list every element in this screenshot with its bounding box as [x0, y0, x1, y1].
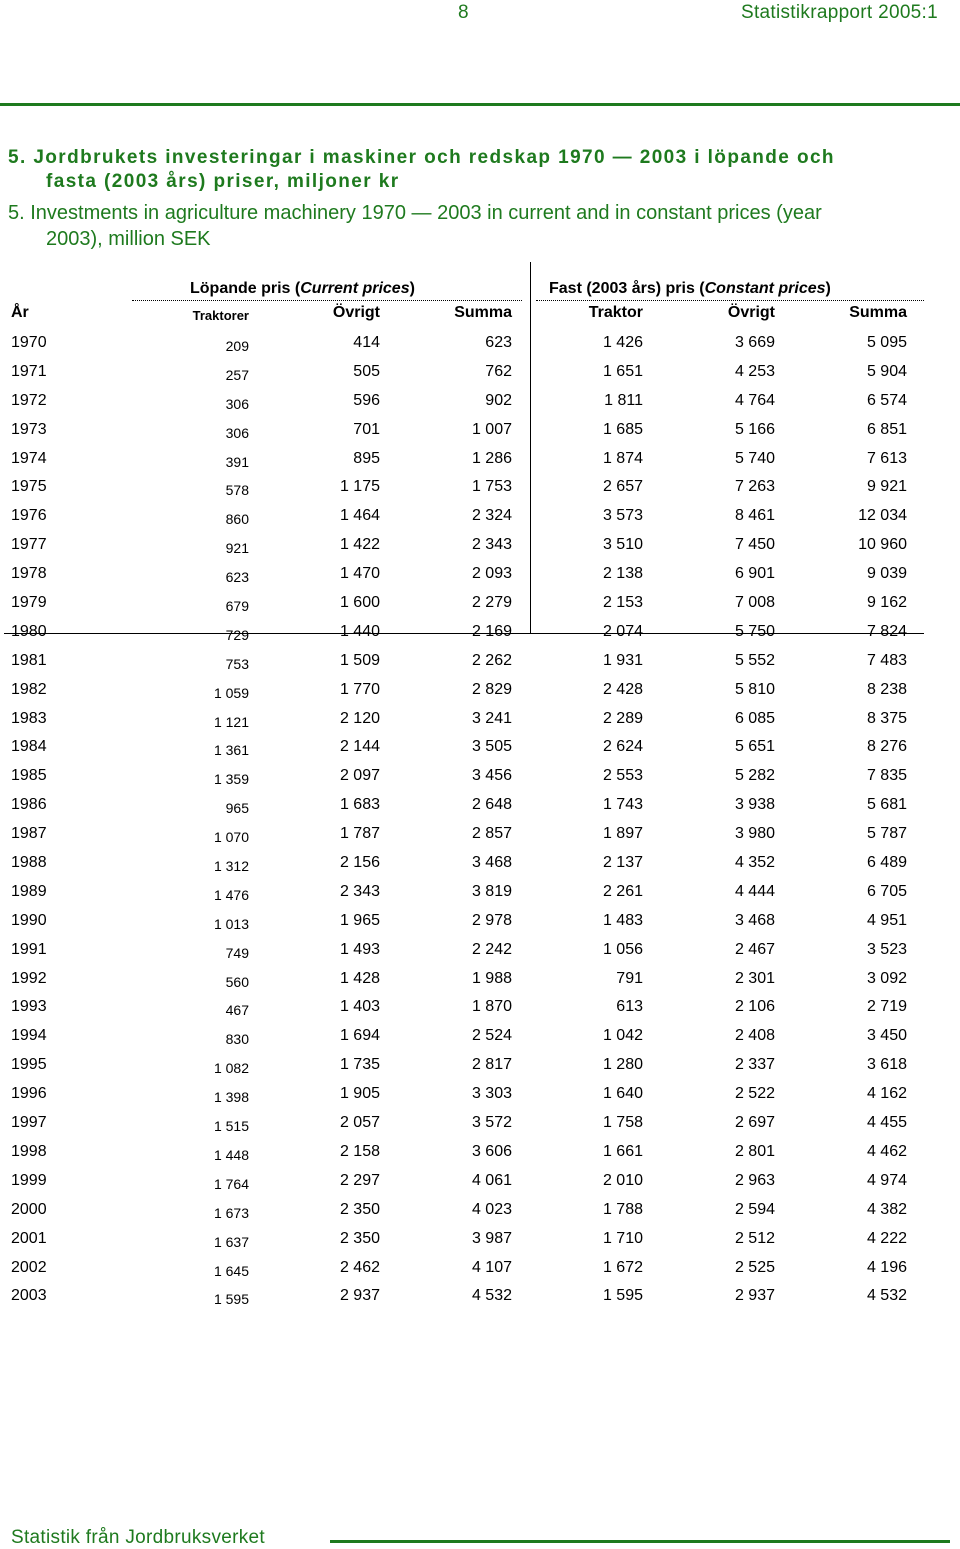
cell-year: 1974 — [11, 449, 47, 467]
table-row — [0, 882, 960, 911]
cell-year: 1972 — [11, 391, 47, 409]
cell-summa-constant: 4 162 — [866, 1085, 907, 1103]
table-row — [0, 911, 960, 940]
cell-year: 1988 — [11, 854, 47, 872]
cell-traktorer: 921 — [225, 540, 249, 557]
cell-summa-constant: 7 824 — [866, 622, 907, 640]
cell-traktor-constant: 1 743 — [602, 796, 643, 814]
cell-ovrigt-constant: 2 106 — [734, 998, 775, 1016]
cell-year: 2002 — [11, 1258, 47, 1276]
cell-ovrigt-constant: 2 525 — [734, 1258, 775, 1276]
cell-summa-constant: 3 450 — [866, 1027, 907, 1045]
cell-traktor-constant: 2 137 — [602, 854, 643, 872]
cell-traktorer: 306 — [225, 424, 249, 441]
cell-summa-constant: 4 382 — [866, 1200, 907, 1218]
cell-ovrigt-constant: 7 263 — [734, 478, 775, 496]
cell-year: 1981 — [11, 651, 47, 669]
cell-traktor-constant: 1 931 — [602, 651, 643, 669]
column-header-ovrigt-current: Övrigt — [332, 304, 380, 321]
cell-traktor-constant: 1 897 — [602, 825, 643, 843]
cell-summa-constant: 4 462 — [866, 1142, 907, 1160]
cell-summa-current: 3 606 — [471, 1142, 512, 1160]
cell-traktorer: 1 312 — [213, 858, 249, 875]
cell-traktor-constant: 1 651 — [602, 362, 643, 380]
table-row — [0, 1142, 960, 1171]
cell-year: 2001 — [11, 1229, 47, 1247]
cell-traktorer: 1 515 — [213, 1118, 249, 1135]
cell-traktorer: 1 082 — [213, 1060, 249, 1077]
cell-summa-constant: 4 951 — [866, 911, 907, 929]
cell-ovrigt-constant: 2 522 — [734, 1085, 775, 1103]
cell-year: 1985 — [11, 767, 47, 785]
cell-year: 1996 — [11, 1085, 47, 1103]
cell-summa-constant: 3 523 — [866, 940, 907, 958]
table-row — [0, 449, 960, 478]
cell-traktor-constant: 791 — [616, 969, 643, 987]
cell-traktorer: 1 645 — [213, 1262, 249, 1279]
title-sv-line2: fasta (2003 års) priser, miljoner kr — [46, 171, 400, 192]
cell-year: 1983 — [11, 709, 47, 727]
cell-year: 1977 — [11, 536, 47, 554]
cell-summa-current: 2 242 — [471, 940, 512, 958]
table-row — [0, 1200, 960, 1229]
cell-ovrigt-current: 1 509 — [339, 651, 380, 669]
cell-ovrigt-constant: 3 980 — [734, 825, 775, 843]
cell-traktor-constant: 2 428 — [602, 680, 643, 698]
cell-traktor-constant: 3 510 — [602, 536, 643, 554]
cell-traktorer: 1 121 — [213, 713, 249, 730]
cell-summa-current: 1 753 — [471, 478, 512, 496]
cell-year: 1999 — [11, 1171, 47, 1189]
cell-traktorer: 257 — [225, 366, 249, 383]
cell-ovrigt-constant: 5 552 — [734, 651, 775, 669]
table-row — [0, 1171, 960, 1200]
cell-ovrigt-current: 1 735 — [339, 1056, 380, 1074]
cell-summa-current: 2 978 — [471, 911, 512, 929]
cell-summa-constant: 4 222 — [866, 1229, 907, 1247]
cell-traktorer: 830 — [225, 1031, 249, 1048]
cell-summa-current: 2 648 — [471, 796, 512, 814]
cell-traktor-constant: 3 573 — [602, 507, 643, 525]
table-row — [0, 940, 960, 969]
cell-ovrigt-constant: 7 450 — [734, 536, 775, 554]
cell-summa-current: 2 343 — [471, 536, 512, 554]
cell-ovrigt-current: 1 905 — [339, 1085, 380, 1103]
cell-traktor-constant: 1 685 — [602, 420, 643, 438]
cell-traktor-constant: 1 280 — [602, 1056, 643, 1074]
cell-ovrigt-constant: 2 467 — [734, 940, 775, 958]
cell-traktorer: 1 359 — [213, 771, 249, 788]
cell-summa-constant: 3 092 — [866, 969, 907, 987]
cell-ovrigt-current: 1 470 — [339, 565, 380, 583]
table-row — [0, 680, 960, 709]
cell-year: 2000 — [11, 1200, 47, 1218]
table-row — [0, 795, 960, 824]
table-row — [0, 477, 960, 506]
cell-year: 1992 — [11, 969, 47, 987]
cell-traktorer: 1 764 — [213, 1175, 249, 1192]
table-row — [0, 1113, 960, 1142]
column-header-summa-constant: Summa — [849, 304, 907, 321]
cell-year: 1998 — [11, 1142, 47, 1160]
cell-summa-current: 1 870 — [471, 998, 512, 1016]
cell-ovrigt-current: 1 493 — [339, 940, 380, 958]
cell-traktorer: 467 — [225, 1002, 249, 1019]
group-underline-current — [132, 300, 522, 301]
cell-ovrigt-current: 1 422 — [339, 536, 380, 554]
cell-traktorer: 306 — [225, 395, 249, 412]
cell-traktor-constant: 1 661 — [602, 1142, 643, 1160]
cell-summa-current: 2 093 — [471, 565, 512, 583]
title-en-line2: 2003), million SEK — [46, 228, 211, 250]
cell-year: 1978 — [11, 565, 47, 583]
cell-ovrigt-current: 1 464 — [339, 507, 380, 525]
cell-traktor-constant: 2 153 — [602, 594, 643, 612]
cell-ovrigt-constant: 5 750 — [734, 622, 775, 640]
column-header-year: År — [11, 304, 29, 321]
cell-year: 1984 — [11, 738, 47, 756]
cell-ovrigt-current: 2 350 — [339, 1229, 380, 1247]
cell-ovrigt-current: 2 097 — [339, 767, 380, 785]
cell-ovrigt-current: 1 428 — [339, 969, 380, 987]
cell-year: 1990 — [11, 911, 47, 929]
cell-summa-constant: 9 921 — [866, 478, 907, 496]
cell-ovrigt-constant: 4 764 — [734, 391, 775, 409]
cell-ovrigt-current: 1 770 — [339, 680, 380, 698]
table-row — [0, 766, 960, 795]
cell-traktorer: 965 — [225, 800, 249, 817]
cell-summa-constant: 7 483 — [866, 651, 907, 669]
cell-summa-current: 3 987 — [471, 1229, 512, 1247]
table-row — [0, 333, 960, 362]
cell-summa-constant: 6 574 — [866, 391, 907, 409]
footer-text: Statistik från Jordbruksverket — [11, 1527, 265, 1548]
cell-ovrigt-current: 2 156 — [339, 854, 380, 872]
cell-year: 1995 — [11, 1056, 47, 1074]
cell-traktor-constant: 1 758 — [602, 1114, 643, 1132]
table-row — [0, 1084, 960, 1113]
cell-summa-current: 2 829 — [471, 680, 512, 698]
cell-traktor-constant: 2 553 — [602, 767, 643, 785]
cell-ovrigt-current: 2 462 — [339, 1258, 380, 1276]
cell-summa-constant: 7 613 — [866, 449, 907, 467]
cell-traktor-constant: 1 640 — [602, 1085, 643, 1103]
cell-traktor-constant: 1 788 — [602, 1200, 643, 1218]
cell-traktorer: 1 637 — [213, 1233, 249, 1250]
cell-traktor-constant: 2 261 — [602, 882, 643, 900]
cell-summa-current: 2 857 — [471, 825, 512, 843]
cell-traktorer: 1 070 — [213, 829, 249, 846]
cell-summa-current: 4 107 — [471, 1258, 512, 1276]
cell-summa-current: 762 — [485, 362, 512, 380]
table-row — [0, 622, 960, 651]
cell-traktor-constant: 1 595 — [602, 1287, 643, 1305]
cell-summa-constant: 4 532 — [866, 1287, 907, 1305]
cell-ovrigt-current: 2 120 — [339, 709, 380, 727]
cell-summa-current: 2 817 — [471, 1056, 512, 1074]
cell-traktorer: 1 059 — [213, 684, 249, 701]
cell-traktor-constant: 2 289 — [602, 709, 643, 727]
cell-year: 1980 — [11, 622, 47, 640]
cell-ovrigt-current: 895 — [353, 449, 380, 467]
cell-year: 1976 — [11, 507, 47, 525]
cell-summa-constant: 8 238 — [866, 680, 907, 698]
cell-traktor-constant: 1 483 — [602, 911, 643, 929]
cell-ovrigt-current: 1 175 — [339, 478, 380, 496]
cell-traktorer: 860 — [225, 511, 249, 528]
column-header-traktorer: Traktorer — [192, 308, 249, 323]
cell-ovrigt-constant: 5 651 — [734, 738, 775, 756]
cell-summa-current: 4 023 — [471, 1200, 512, 1218]
cell-summa-constant: 10 960 — [858, 536, 907, 554]
cell-summa-current: 3 456 — [471, 767, 512, 785]
cell-ovrigt-constant: 3 468 — [734, 911, 775, 929]
cell-year: 1970 — [11, 334, 47, 351]
cell-summa-current: 1 286 — [471, 449, 512, 467]
cell-year: 1989 — [11, 882, 47, 900]
cell-year: 1975 — [11, 478, 47, 496]
cell-summa-constant: 6 489 — [866, 854, 907, 872]
cell-summa-constant: 5 787 — [866, 825, 907, 843]
cell-ovrigt-current: 2 158 — [339, 1142, 380, 1160]
cell-ovrigt-current: 596 — [353, 391, 380, 409]
cell-ovrigt-constant: 2 337 — [734, 1056, 775, 1074]
cell-summa-current: 3 819 — [471, 882, 512, 900]
cell-traktor-constant: 1 874 — [602, 449, 643, 467]
column-header-traktor-constant: Traktor — [588, 304, 643, 321]
table-row — [0, 824, 960, 853]
cell-traktorer: 1 398 — [213, 1089, 249, 1106]
cell-traktorer: 578 — [225, 482, 249, 499]
cell-summa-constant: 9 039 — [866, 565, 907, 583]
page-number: 8 — [458, 2, 469, 23]
table-row — [0, 362, 960, 391]
cell-summa-current: 2 279 — [471, 594, 512, 612]
cell-ovrigt-constant: 8 461 — [734, 507, 775, 525]
cell-summa-current: 3 505 — [471, 738, 512, 756]
title-swedish — [8, 146, 938, 194]
cell-summa-constant: 6 705 — [866, 882, 907, 900]
cell-traktorer: 1 476 — [213, 886, 249, 903]
table-row — [0, 969, 960, 998]
cell-traktorer: 1 595 — [213, 1291, 249, 1308]
cell-summa-current: 3 303 — [471, 1085, 512, 1103]
cell-summa-constant: 6 851 — [866, 420, 907, 438]
cell-ovrigt-current: 1 787 — [339, 825, 380, 843]
column-header-summa-current: Summa — [454, 304, 512, 321]
cell-ovrigt-constant: 2 512 — [734, 1229, 775, 1247]
cell-summa-current: 1 988 — [471, 969, 512, 987]
report-name: Statistikrapport 2005:1 — [740, 2, 938, 23]
cell-year: 1993 — [11, 998, 47, 1016]
cell-ovrigt-constant: 4 253 — [734, 362, 775, 380]
cell-ovrigt-constant: 6 901 — [734, 565, 775, 583]
table-row — [0, 651, 960, 680]
cell-summa-current: 1 007 — [471, 420, 512, 438]
table-row — [0, 593, 960, 622]
cell-traktor-constant: 1 042 — [602, 1027, 643, 1045]
cell-traktor-constant: 1 710 — [602, 1229, 643, 1247]
cell-traktorer: 209 — [225, 338, 249, 354]
table-row — [0, 1055, 960, 1084]
cell-traktorer: 679 — [225, 598, 249, 615]
cell-summa-constant: 4 196 — [866, 1258, 907, 1276]
group-header-current: Löpande pris (Current prices) — [190, 280, 415, 297]
table-row — [0, 1258, 960, 1287]
cell-year: 1971 — [11, 362, 47, 380]
table-row — [0, 737, 960, 766]
table-row — [0, 853, 960, 882]
cell-year: 1973 — [11, 420, 47, 438]
cell-ovrigt-constant: 5 810 — [734, 680, 775, 698]
cell-summa-current: 902 — [485, 391, 512, 409]
cell-summa-current: 2 524 — [471, 1027, 512, 1045]
cell-traktorer: 391 — [225, 453, 249, 470]
cell-summa-constant: 9 162 — [866, 594, 907, 612]
cell-ovrigt-constant: 5 740 — [734, 449, 775, 467]
cell-year: 1986 — [11, 796, 47, 814]
cell-ovrigt-constant: 3 938 — [734, 796, 775, 814]
table-bottom-rule — [4, 633, 924, 634]
cell-ovrigt-current: 2 350 — [339, 1200, 380, 1218]
header-rule — [0, 103, 960, 106]
cell-ovrigt-constant: 4 444 — [734, 882, 775, 900]
cell-summa-constant: 4 455 — [866, 1114, 907, 1132]
cell-summa-constant: 8 375 — [866, 709, 907, 727]
cell-ovrigt-constant: 3 669 — [734, 334, 775, 351]
title-sv-line1: 5. Jordbrukets investeringar i maskiner och redskap 1970 — 2003 i löpande och — [8, 147, 835, 168]
cell-summa-constant: 12 034 — [858, 507, 907, 525]
cell-traktor-constant: 613 — [616, 998, 643, 1016]
cell-year: 1982 — [11, 680, 47, 698]
cell-traktor-constant: 1 811 — [604, 391, 643, 409]
cell-traktorer: 1 448 — [213, 1146, 249, 1163]
title-english — [8, 200, 938, 252]
cell-ovrigt-current: 414 — [353, 334, 380, 351]
table-row — [0, 709, 960, 738]
cell-traktor-constant: 1 426 — [602, 334, 643, 351]
cell-ovrigt-constant: 2 408 — [734, 1027, 775, 1045]
cell-summa-current: 3 572 — [471, 1114, 512, 1132]
cell-ovrigt-current: 1 403 — [339, 998, 380, 1016]
cell-summa-current: 3 241 — [471, 709, 512, 727]
cell-year: 1991 — [11, 940, 47, 958]
group-underline-constant — [536, 300, 924, 301]
table-row — [0, 506, 960, 535]
cell-summa-current: 2 262 — [471, 651, 512, 669]
cell-traktorer: 560 — [225, 973, 249, 990]
cell-summa-constant: 2 719 — [866, 998, 907, 1016]
cell-ovrigt-constant: 2 937 — [734, 1287, 775, 1305]
cell-ovrigt-constant: 2 801 — [734, 1142, 775, 1160]
table-body — [0, 333, 960, 1315]
cell-ovrigt-current: 505 — [353, 362, 380, 380]
table-row — [0, 997, 960, 1026]
cell-summa-current: 2 169 — [471, 622, 512, 640]
cell-year: 1994 — [11, 1027, 47, 1045]
group-header-constant: Fast (2003 års) pris (Constant prices) — [549, 280, 831, 297]
table-row — [0, 420, 960, 449]
cell-ovrigt-constant: 2 963 — [734, 1171, 775, 1189]
cell-ovrigt-constant: 5 282 — [734, 767, 775, 785]
cell-traktor-constant: 2 138 — [602, 565, 643, 583]
cell-ovrigt-current: 2 297 — [339, 1171, 380, 1189]
footer-rule — [330, 1540, 950, 1543]
cell-summa-constant: 7 835 — [866, 767, 907, 785]
cell-traktor-constant: 2 657 — [602, 478, 643, 496]
cell-summa-constant: 5 681 — [866, 796, 907, 814]
cell-traktor-constant: 1 672 — [602, 1258, 643, 1276]
cell-ovrigt-constant: 6 085 — [734, 709, 775, 727]
cell-ovrigt-current: 2 937 — [339, 1287, 380, 1305]
cell-summa-constant: 5 904 — [866, 362, 907, 380]
cell-traktor-constant: 2 624 — [602, 738, 643, 756]
table-row — [0, 1026, 960, 1055]
cell-ovrigt-constant: 2 301 — [734, 969, 775, 987]
cell-summa-current: 4 061 — [471, 1171, 512, 1189]
cell-ovrigt-current: 1 683 — [339, 796, 380, 814]
table-row — [0, 1286, 960, 1315]
cell-summa-current: 623 — [485, 334, 512, 351]
table-row — [0, 391, 960, 420]
cell-summa-constant: 5 095 — [866, 334, 907, 351]
cell-traktorer: 1 673 — [213, 1204, 249, 1221]
cell-summa-constant: 8 276 — [866, 738, 907, 756]
cell-ovrigt-current: 1 965 — [339, 911, 380, 929]
cell-year: 1997 — [11, 1114, 47, 1132]
cell-summa-current: 4 532 — [471, 1287, 512, 1305]
cell-traktorer: 1 013 — [213, 915, 249, 932]
cell-ovrigt-constant: 5 166 — [734, 420, 775, 438]
cell-year: 1987 — [11, 825, 47, 843]
table-row — [0, 564, 960, 593]
cell-traktorer: 753 — [225, 655, 249, 672]
cell-traktor-constant: 2 074 — [602, 622, 643, 640]
table-row — [0, 1229, 960, 1258]
cell-summa-current: 3 468 — [471, 854, 512, 872]
cell-ovrigt-current: 2 343 — [339, 882, 380, 900]
cell-traktorer: 749 — [225, 944, 249, 961]
cell-year: 2003 — [11, 1287, 47, 1305]
cell-ovrigt-constant: 2 697 — [734, 1114, 775, 1132]
cell-ovrigt-constant: 4 352 — [734, 854, 775, 872]
cell-ovrigt-constant: 7 008 — [734, 594, 775, 612]
cell-ovrigt-current: 1 694 — [339, 1027, 380, 1045]
title-en-line1: 5. Investments in agriculture machinery 1970 — 2003 in current and in constant prices (year — [8, 202, 822, 224]
cell-ovrigt-current: 701 — [353, 420, 380, 438]
cell-ovrigt-current: 2 057 — [339, 1114, 380, 1132]
cell-ovrigt-current: 1 440 — [339, 622, 380, 640]
cell-traktor-constant: 1 056 — [602, 940, 643, 958]
cell-ovrigt-current: 1 600 — [339, 594, 380, 612]
table-row — [0, 535, 960, 564]
cell-traktor-constant: 2 010 — [602, 1171, 643, 1189]
cell-traktorer: 1 361 — [213, 742, 249, 759]
cell-traktorer: 623 — [225, 569, 249, 586]
cell-year: 1979 — [11, 594, 47, 612]
cell-summa-constant: 3 618 — [866, 1056, 907, 1074]
cell-traktorer: 729 — [225, 626, 249, 643]
cell-ovrigt-current: 2 144 — [339, 738, 380, 756]
column-header-ovrigt-constant: Övrigt — [727, 304, 775, 321]
cell-summa-current: 2 324 — [471, 507, 512, 525]
cell-summa-constant: 4 974 — [866, 1171, 907, 1189]
cell-ovrigt-constant: 2 594 — [734, 1200, 775, 1218]
